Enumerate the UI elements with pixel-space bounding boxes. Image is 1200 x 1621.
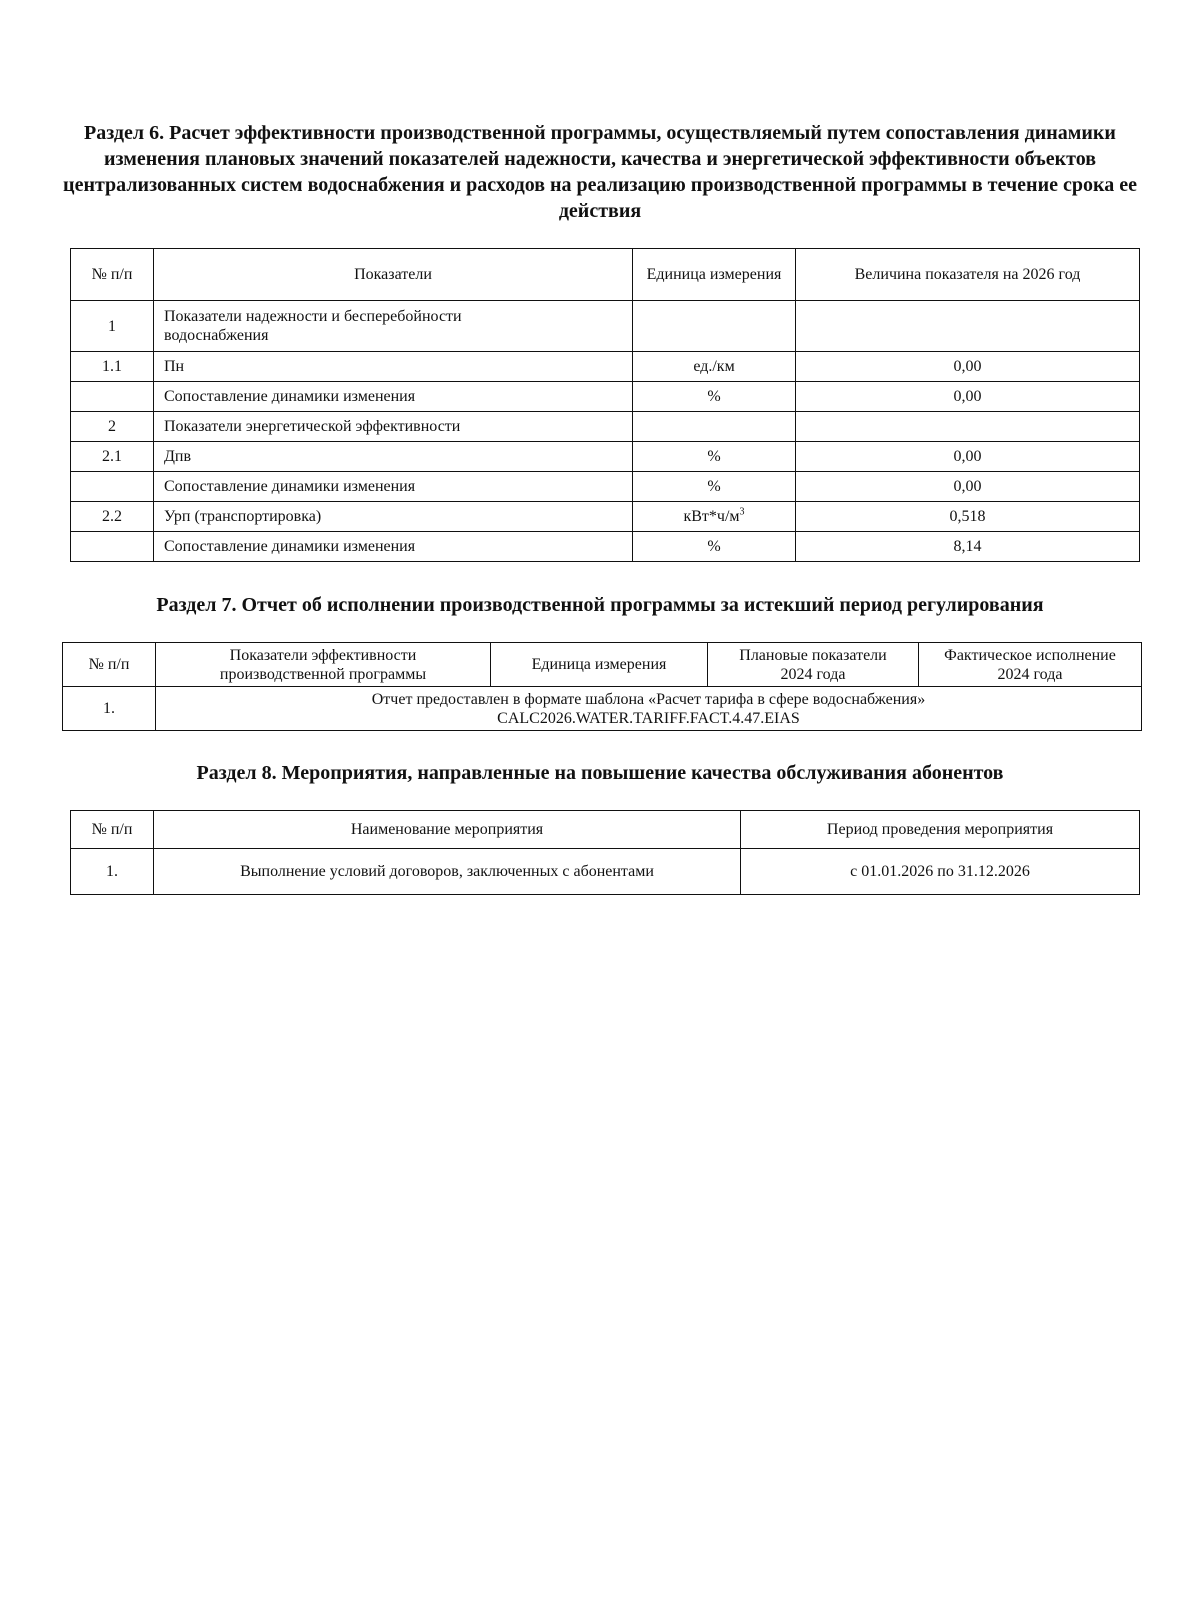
row-period: с 01.01.2026 по 31.12.2026 <box>741 849 1140 895</box>
header-actual: Фактическое исполнение 2024 года <box>919 643 1142 687</box>
table-row <box>63 687 1142 731</box>
row-value: 0,518 <box>796 502 1140 532</box>
header-num: № п/п <box>63 643 156 687</box>
table-row <box>71 849 1140 895</box>
table-row <box>71 301 1140 352</box>
table-row <box>71 412 1140 442</box>
row-unit: ед./км <box>633 352 796 382</box>
header-value: Величина показателя на 2026 год <box>796 249 1140 301</box>
table-row <box>71 442 1140 472</box>
header-indicator: Показатели <box>154 249 633 301</box>
header-name: Наименование мероприятия <box>154 811 741 849</box>
unit-text: кВт*ч/м <box>683 508 740 525</box>
row-unit: % <box>633 382 796 412</box>
table-row <box>71 382 1140 412</box>
row-name: Выполнение условий договоров, заключенных с абонентами <box>154 849 741 895</box>
header-indicators: Показатели эффективности производственной программы <box>156 643 491 687</box>
table-row <box>71 352 1140 382</box>
row-num: 1 <box>71 301 154 352</box>
row-name: Показатели энергетической эффективности <box>154 412 633 442</box>
row-name: Сопоставление динамики изменения <box>154 382 633 412</box>
row-unit <box>633 502 796 532</box>
report-note-line1: Отчет предоставлен в формате шаблона «Расчет тарифа в сфере водоснабжения» <box>371 690 926 708</box>
row-num: 2 <box>71 412 154 442</box>
row-value <box>796 412 1140 442</box>
section8-title: Раздел 8. Мероприятия, направленные на повышение качества обслуживания абонентов <box>196 762 1004 784</box>
row-name: Сопоставление динамики изменения <box>154 532 633 562</box>
report-note-line2: CALC2026.WATER.TARIFF.FACT.4.47.EIAS <box>497 709 800 727</box>
table-row <box>71 502 1140 532</box>
row-value: 0,00 <box>796 352 1140 382</box>
row-num <box>71 382 154 412</box>
table-row <box>71 472 1140 502</box>
row-num: 1. <box>63 687 156 731</box>
row-unit: % <box>633 532 796 562</box>
row-num: 2.2 <box>71 502 154 532</box>
row-unit: % <box>633 472 796 502</box>
row-num: 1.1 <box>71 352 154 382</box>
row-num <box>71 472 154 502</box>
report-note <box>156 687 1142 731</box>
header-unit: Единица измерения <box>491 643 708 687</box>
section6-title: Раздел 6. Расчет эффективности производственной программы, осуществляемый путем сопоставления динамики изменения плановых значений показателей надежности, качества и энергетической эффективности объектов централизованных систем водоснабжения и расходов на реализацию производственной программы в течение срока ее действия <box>63 122 1137 222</box>
row-value <box>796 301 1140 352</box>
row-value: 0,00 <box>796 472 1140 502</box>
header-num: № п/п <box>71 249 154 301</box>
row-num: 1. <box>71 849 154 895</box>
row-unit: % <box>633 442 796 472</box>
row-num <box>71 532 154 562</box>
unit-superscript: 3 <box>739 506 745 518</box>
section8-table <box>70 810 1140 895</box>
row-name: Показатели надежности и бесперебойности водоснабжения <box>154 301 633 352</box>
section7-title: Раздел 7. Отчет об исполнении производственной программы за истекший период регулирования <box>156 594 1044 616</box>
row-name: Урп (транспортировка) <box>154 502 633 532</box>
table-row <box>71 532 1140 562</box>
row-name: Дпв <box>154 442 633 472</box>
header-planned: Плановые показатели 2024 года <box>708 643 919 687</box>
header-num: № п/п <box>71 811 154 849</box>
header-unit: Единица измерения <box>633 249 796 301</box>
section7-table <box>62 642 1142 731</box>
row-name: Пн <box>154 352 633 382</box>
row-num: 2.1 <box>71 442 154 472</box>
row-name: Сопоставление динамики изменения <box>154 472 633 502</box>
header-period: Период проведения мероприятия <box>741 811 1140 849</box>
row-unit <box>633 412 796 442</box>
row-value: 0,00 <box>796 442 1140 472</box>
row-unit <box>633 301 796 352</box>
row-value: 8,14 <box>796 532 1140 562</box>
section6-table <box>70 248 1140 562</box>
row-value: 0,00 <box>796 382 1140 412</box>
